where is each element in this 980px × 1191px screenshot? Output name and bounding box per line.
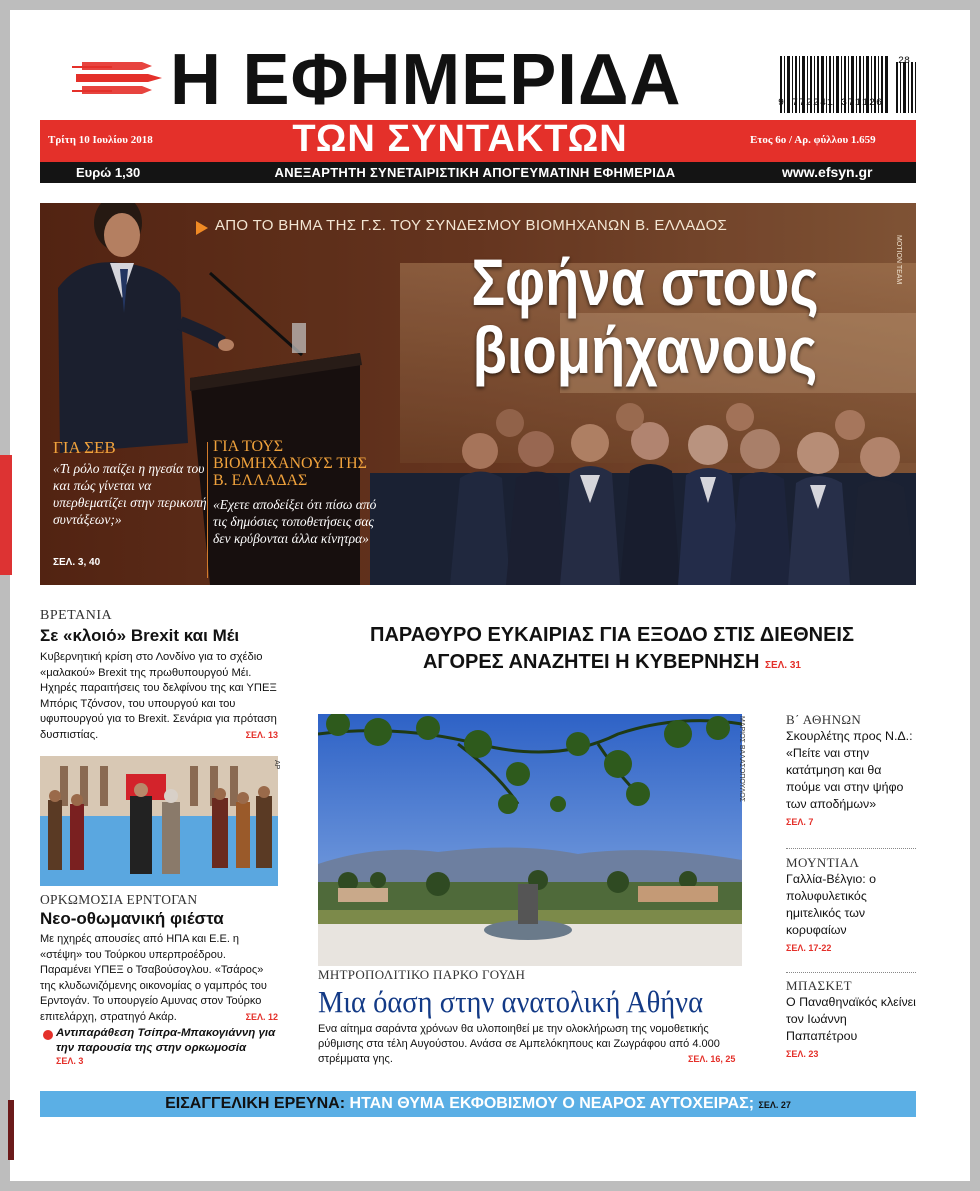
erdogan-body-text: Με ηχηρές απουσίες από ΗΠΑ και Ε.Ε. η «στέψη» του Τούρκου υπερπροέδρου. Παραμένει ΥΠΕΞ ο Τσαβούσογλου. «Τσάρος» της κλυδωνιζόμενης οικονομίας ο γαμπρός του Ερντογάν. Το υπουργείο Αμυνας στον Τούρκο επιτελάρχη, στρατηγό Ακάρ. — [40, 933, 267, 1023]
brexit-kicker: ΒΡΕΤΑΝΙΑ — [40, 608, 113, 623]
barcode-issue: 28 — [898, 56, 911, 67]
window-headline[interactable] — [322, 622, 902, 679]
brexit-body-text: Κυβερνητική κρίση στο Λονδίνο για το σχέδιο «μαλακού» Brexit της πρωθυπουργού Μέι. Ηχηρές παραιτήσεις του δελφίνου της και ΥΠΕΞ Μπόρις Τζόνσον, του υπουργού και του υφυπουργού για το Brexit. Σενάρια για πρόταση δυσπιστίας. — [40, 651, 277, 741]
bullet-icon — [43, 1030, 53, 1040]
hero-quote1-text: «Τι ρόλο παίζει η ηγεσία του και πώς γίνεται να υπερθεματίζει στην περικοπή συντάξεων;» — [53, 461, 207, 527]
sidebar-item-text: Σκουρλέτης προς Ν.Δ.: «Πείτε ναι στην κατάτμηση και θα πούμε ναι στην ψήφο των αποδήμων» — [786, 729, 913, 811]
window-headline-line1: ΠΑΡΑΘΥΡΟ ΕΥΚΑΙΡΙΑΣ ΓΙΑ ΕΞΟΔΟ ΣΤΙΣ ΔΙΕΘΝΕΙΣ — [370, 624, 854, 646]
window-headline-line2: ΑΓΟΡΕΣ ΑΝΑΖΗΤΕΙ Η ΚΥΒΕΡΝΗΣΗ — [422, 651, 760, 673]
left-edge-tab — [0, 455, 12, 575]
sidebar-item-kicker: Β΄ ΑΘΗΝΩΝ — [786, 712, 862, 727]
masthead-subtitle: ΤΩΝ ΣΥΝΤΑΚΤΩΝ — [292, 118, 628, 160]
erdogan-side-text[interactable]: Αντιπαράθεση Τσίπρα-Μπακογιάννη για την παρουσία της στην ορκωμοσία — [56, 1027, 276, 1054]
park-photo-credit: ΜΑΡΙΟΣ ΒΑΛΑΣΟΠΟΥΛΟΣ — [738, 716, 745, 803]
erdogan-title[interactable]: Νεο-οθωμανική φιέστα — [40, 909, 224, 928]
sidebar-item-page-ref[interactable]: ΣΕΛ. 17-22 — [786, 943, 832, 953]
erdogan-photo-credit: AP — [273, 760, 280, 770]
erdogan-side-page-ref[interactable]: ΣΕΛ. 3 — [56, 1056, 84, 1066]
park-body: Ενα αίτημα σαράντα χρόνων θα υλοποιηθεί με την ολοκλήρωση της νομοθετικής ρύθμισης στα τέλη Αυγούστου. Ανάσα σε Αμπελόκηπους και Ζωγράφου από 4.000 στρέμματα γης. — [318, 1023, 720, 1065]
brexit-body — [40, 650, 278, 743]
hero-quote1-heading: ΓΙΑ ΣΕΒ — [53, 438, 116, 457]
hero-headline-line1: Σφήνα στους — [471, 245, 819, 319]
sidebar-item-kicker: ΜΟΥΝΤΙΑΛ — [786, 855, 860, 870]
sidebar-item-page-ref[interactable]: ΣΕΛ. 7 — [786, 817, 814, 827]
sidebar-item-text: Γαλλία-Βέλγιο: ο πολυφυλετικός ημιτελικός των κορυφαίων — [786, 872, 877, 937]
bottom-news-kicker: ΕΙΣΑΓΓΕΛΙΚΗ ΕΡΕΥΝΑ: — [165, 1095, 346, 1112]
hero-kicker: ΑΠΟ ΤΟ ΒΗΜΑ ΤΗΣ Γ.Σ. ΤΟΥ ΣΥΝΔΕΣΜΟΥ ΒΙΟΜΗΧΑΝΩΝ Β. ΕΛΛΑΔΟΣ — [215, 217, 728, 234]
park-title[interactable]: Μια όαση στην ανατολική Αθήνα — [318, 984, 704, 1019]
newspaper-logo-mark — [72, 54, 168, 100]
front-page — [10, 10, 970, 1181]
sidebar-item[interactable] — [786, 855, 916, 953]
erdogan-photo-illustration — [40, 756, 278, 886]
hero-headline-line2: βιομήχανους — [472, 313, 818, 387]
erdogan-body — [40, 932, 278, 1025]
brexit-page-ref[interactable]: ΣΕΛ. 13 — [245, 729, 278, 740]
park-kicker: ΜΗΤΡΟΠΟΛΙΤΙΚΟ ΠΑΡΚΟ ΓΟΥΔΗ — [318, 967, 526, 982]
barcode-number: 9 772241 371126 — [778, 98, 884, 109]
park-photo — [318, 714, 742, 966]
sidebar-item[interactable] — [786, 712, 916, 827]
erdogan-kicker: ΟΡΚΩΜΟΣΙΑ ΕΡΝΤΟΓΑΝ — [40, 892, 198, 907]
left-edge-marker — [8, 1100, 14, 1160]
hero-quote-divider — [207, 442, 208, 578]
sidebar-item-page-ref[interactable]: ΣΕΛ. 23 — [786, 1049, 819, 1059]
website-link[interactable]: www.efsyn.gr — [782, 164, 873, 180]
brexit-title[interactable]: Σε «κλοιό» Brexit και Μέι — [40, 626, 240, 645]
sidebar-item-kicker: ΜΠΑΣΚΕΤ — [786, 978, 852, 993]
sidebar-item-text: Ο Παναθηναϊκός κλείνει τον Ιωάννη Παπαπέτρου — [786, 995, 916, 1043]
sidebar-divider — [786, 972, 916, 973]
hero-photo-credit: MOTION TEAM — [895, 235, 902, 285]
bottom-news-page-ref[interactable]: ΣΕΛ. 27 — [758, 1100, 791, 1110]
bottom-news-title: ΗΤΑΝ ΘΥΜΑ ΕΚΦΟΒΙΣΜΟΥ Ο ΝΕΑΡΟΣ ΑΥΤΟΧΕΙΡΑΣ; — [349, 1095, 755, 1112]
park-photo-illustration — [318, 714, 742, 966]
sidebar-item[interactable] — [786, 978, 916, 1059]
sidebar-divider — [786, 848, 916, 849]
issue-number: Ετος 6ο / Αρ. φύλλου 1.659 — [750, 134, 876, 146]
hero-headline[interactable] — [441, 245, 849, 387]
park-page-ref[interactable]: ΣΕΛ. 16, 25 — [688, 1054, 736, 1064]
erdogan-page-ref[interactable]: ΣΕΛ. 12 — [245, 1011, 278, 1022]
tagline: ΑΝΕΞΑΡΤΗΤΗ ΣΥΝΕΤΑΙΡΙΣΤΙΚΗ ΑΠΟΓΕΥΜΑΤΙΝΗ ΕΦΗΜΕΡΙΔΑ — [274, 165, 676, 180]
kicker-arrow-icon — [196, 221, 208, 235]
erdogan-photo — [40, 756, 278, 886]
price: Ευρώ 1,30 — [76, 165, 141, 180]
masthead-title: Η ΕΦΗΜΕΡΙΔΑ — [170, 40, 682, 120]
hero-page-ref: ΣΕΛ. 3, 40 — [53, 557, 101, 568]
issue-date: Τρίτη 10 Ιουλίου 2018 — [48, 134, 153, 146]
bottom-news-headline[interactable] — [40, 1091, 916, 1117]
hero-quote2-text: «Εχετε αποδείξει ότι πίσω από τις δημόσιες τοποθετήσεις σας δεν κρύβονται άλλα κίνητρα» — [213, 497, 377, 546]
window-page-ref[interactable]: ΣΕΛ. 31 — [764, 660, 801, 671]
hero-quote2-heading: ΓΙΑ ΤΟΥΣ ΒΙΟΜΗΧΑΝΟΥΣ ΤΗΣ Β. ΕΛΛΑΔΑΣ — [213, 438, 367, 489]
